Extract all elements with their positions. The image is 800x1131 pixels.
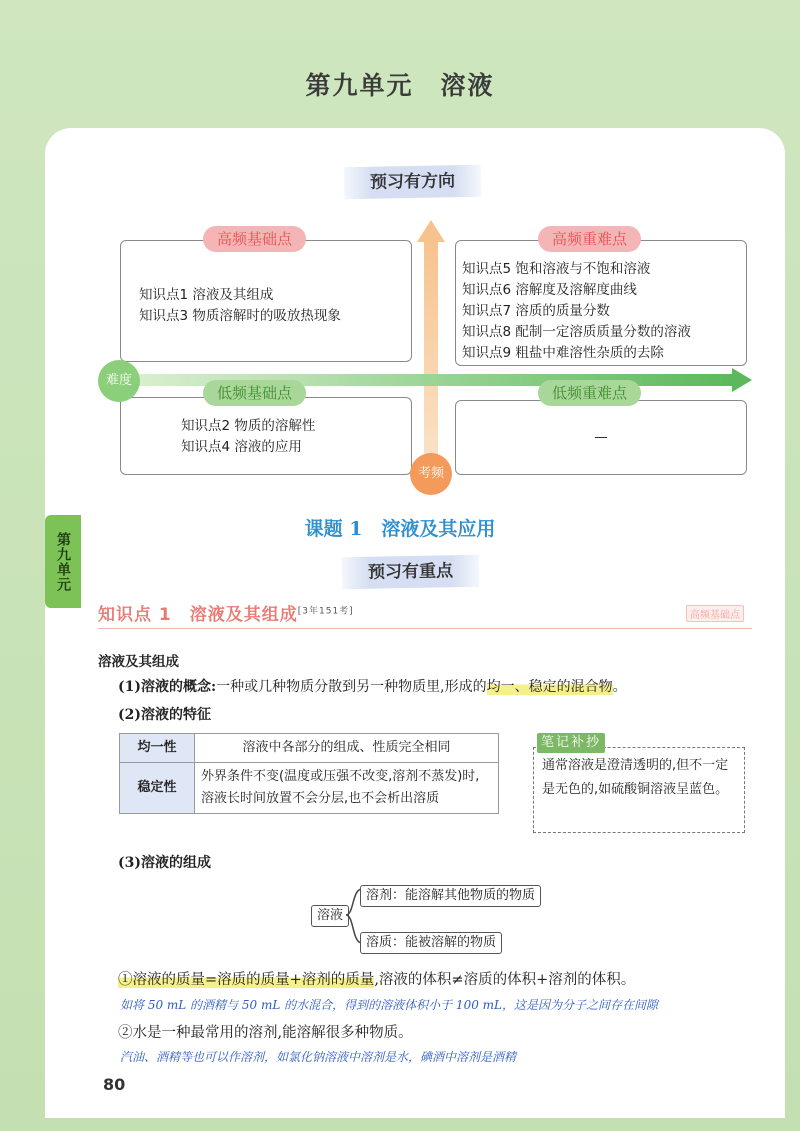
high-basic-label: 高频基础点 <box>203 226 306 252</box>
unit-title: 第九单元 溶液 <box>305 71 495 100</box>
difficulty-axis-label: 难度 <box>98 360 140 402</box>
item-3: (3)溶液的组成 <box>118 855 211 871</box>
item-1: (1)溶液的概念:一种或几种物质分散到另一种物质里,形成的均一、稳定的混合物。 <box>118 679 627 695</box>
preview-direction-banner: 预习有方向 <box>344 165 482 199</box>
frequency-axis-label: 考频 <box>410 453 452 495</box>
handwritten-note-1: 如将 50 mL 的酒精与 50 mL 的水混合，得到的溶液体积小于 100 mL，这是因为分子之间存在间隙 <box>120 998 659 1012</box>
unit-side-tab[interactable]: 第九单元 <box>45 515 81 608</box>
knowledge-point-title: 知识点 1 溶液及其组成[3年151考] <box>98 605 354 625</box>
page-number: 80 <box>103 1075 126 1094</box>
high-difficult-item: 知识点8 配制一定溶质质量分数的溶液 <box>462 324 691 340</box>
lesson-title: 课题 1 溶液及其应用 <box>304 518 496 540</box>
composition-solute: 溶质：能被溶解的物质 <box>360 932 502 954</box>
high-basic-item: 知识点3 物质溶解时的吸放热现象 <box>139 308 341 324</box>
table-row <box>120 734 499 763</box>
low-difficult-box <box>455 400 747 475</box>
y-axis-arrowhead <box>417 220 445 242</box>
knowledge-point-tag: 高频基础点 <box>686 605 744 622</box>
low-basic-label: 低频基础点 <box>203 380 306 406</box>
features-table <box>119 733 499 814</box>
y-axis-bar <box>424 240 438 470</box>
low-basic-item: 知识点2 物质的溶解性 <box>181 418 316 434</box>
preview-key-banner: 预习有重点 <box>342 555 480 589</box>
x-axis-arrowhead <box>732 368 752 392</box>
table-row <box>120 763 499 814</box>
point-2: ②水是一种最常用的溶剂,能溶解很多种物质。 <box>118 1025 413 1041</box>
low-difficult-label: 低频重难点 <box>538 380 641 406</box>
feature-key: 稳定性 <box>120 763 195 814</box>
feature-value: 外界条件不变(温度或压强不改变,溶剂不蒸发)时,溶液长时间放置不会分层,也不会析出溶质 <box>195 763 499 814</box>
low-basic-box <box>120 397 412 475</box>
high-difficult-item: 知识点5 饱和溶液与不饱和溶液 <box>462 261 651 277</box>
item-2: (2)溶液的特征 <box>118 707 211 723</box>
point-1: ①溶液的质量=溶质的质量+溶剂的质量,溶液的体积≠溶质的体积+溶剂的体积。 <box>118 972 636 988</box>
feature-value: 溶液中各部分的组成、性质完全相同 <box>195 734 499 763</box>
exam-frequency-note: [3年151考] <box>297 606 354 617</box>
section-heading: 溶液及其组成 <box>98 654 179 670</box>
knowledge-point-rule <box>98 628 752 629</box>
high-difficult-label: 高频重难点 <box>538 226 641 252</box>
feature-key: 均一性 <box>120 734 195 763</box>
low-difficult-item: — <box>594 429 608 445</box>
note-tag: 笔记补抄 <box>537 733 605 753</box>
high-basic-box <box>120 240 412 362</box>
high-difficult-box <box>455 240 747 366</box>
high-difficult-item: 知识点7 溶质的质量分数 <box>462 303 610 319</box>
high-difficult-item: 知识点9 粗盐中难溶性杂质的去除 <box>462 345 664 361</box>
high-basic-item: 知识点1 溶液及其组成 <box>139 287 274 303</box>
note-box: 通常溶液是澄清透明的,但不一定是无色的,如硫酸铜溶液呈蓝色。 <box>533 747 745 833</box>
composition-root: 溶液 <box>311 905 349 927</box>
low-basic-item: 知识点4 溶液的应用 <box>181 439 302 455</box>
handwritten-note-2: 汽油、酒精等也可以作溶剂，如氯化钠溶液中溶剂是水，碘酒中溶剂是酒精 <box>120 1050 517 1064</box>
composition-solvent: 溶剂：能溶解其他物质的物质 <box>360 885 541 907</box>
high-difficult-item: 知识点6 溶解度及溶解度曲线 <box>462 282 637 298</box>
